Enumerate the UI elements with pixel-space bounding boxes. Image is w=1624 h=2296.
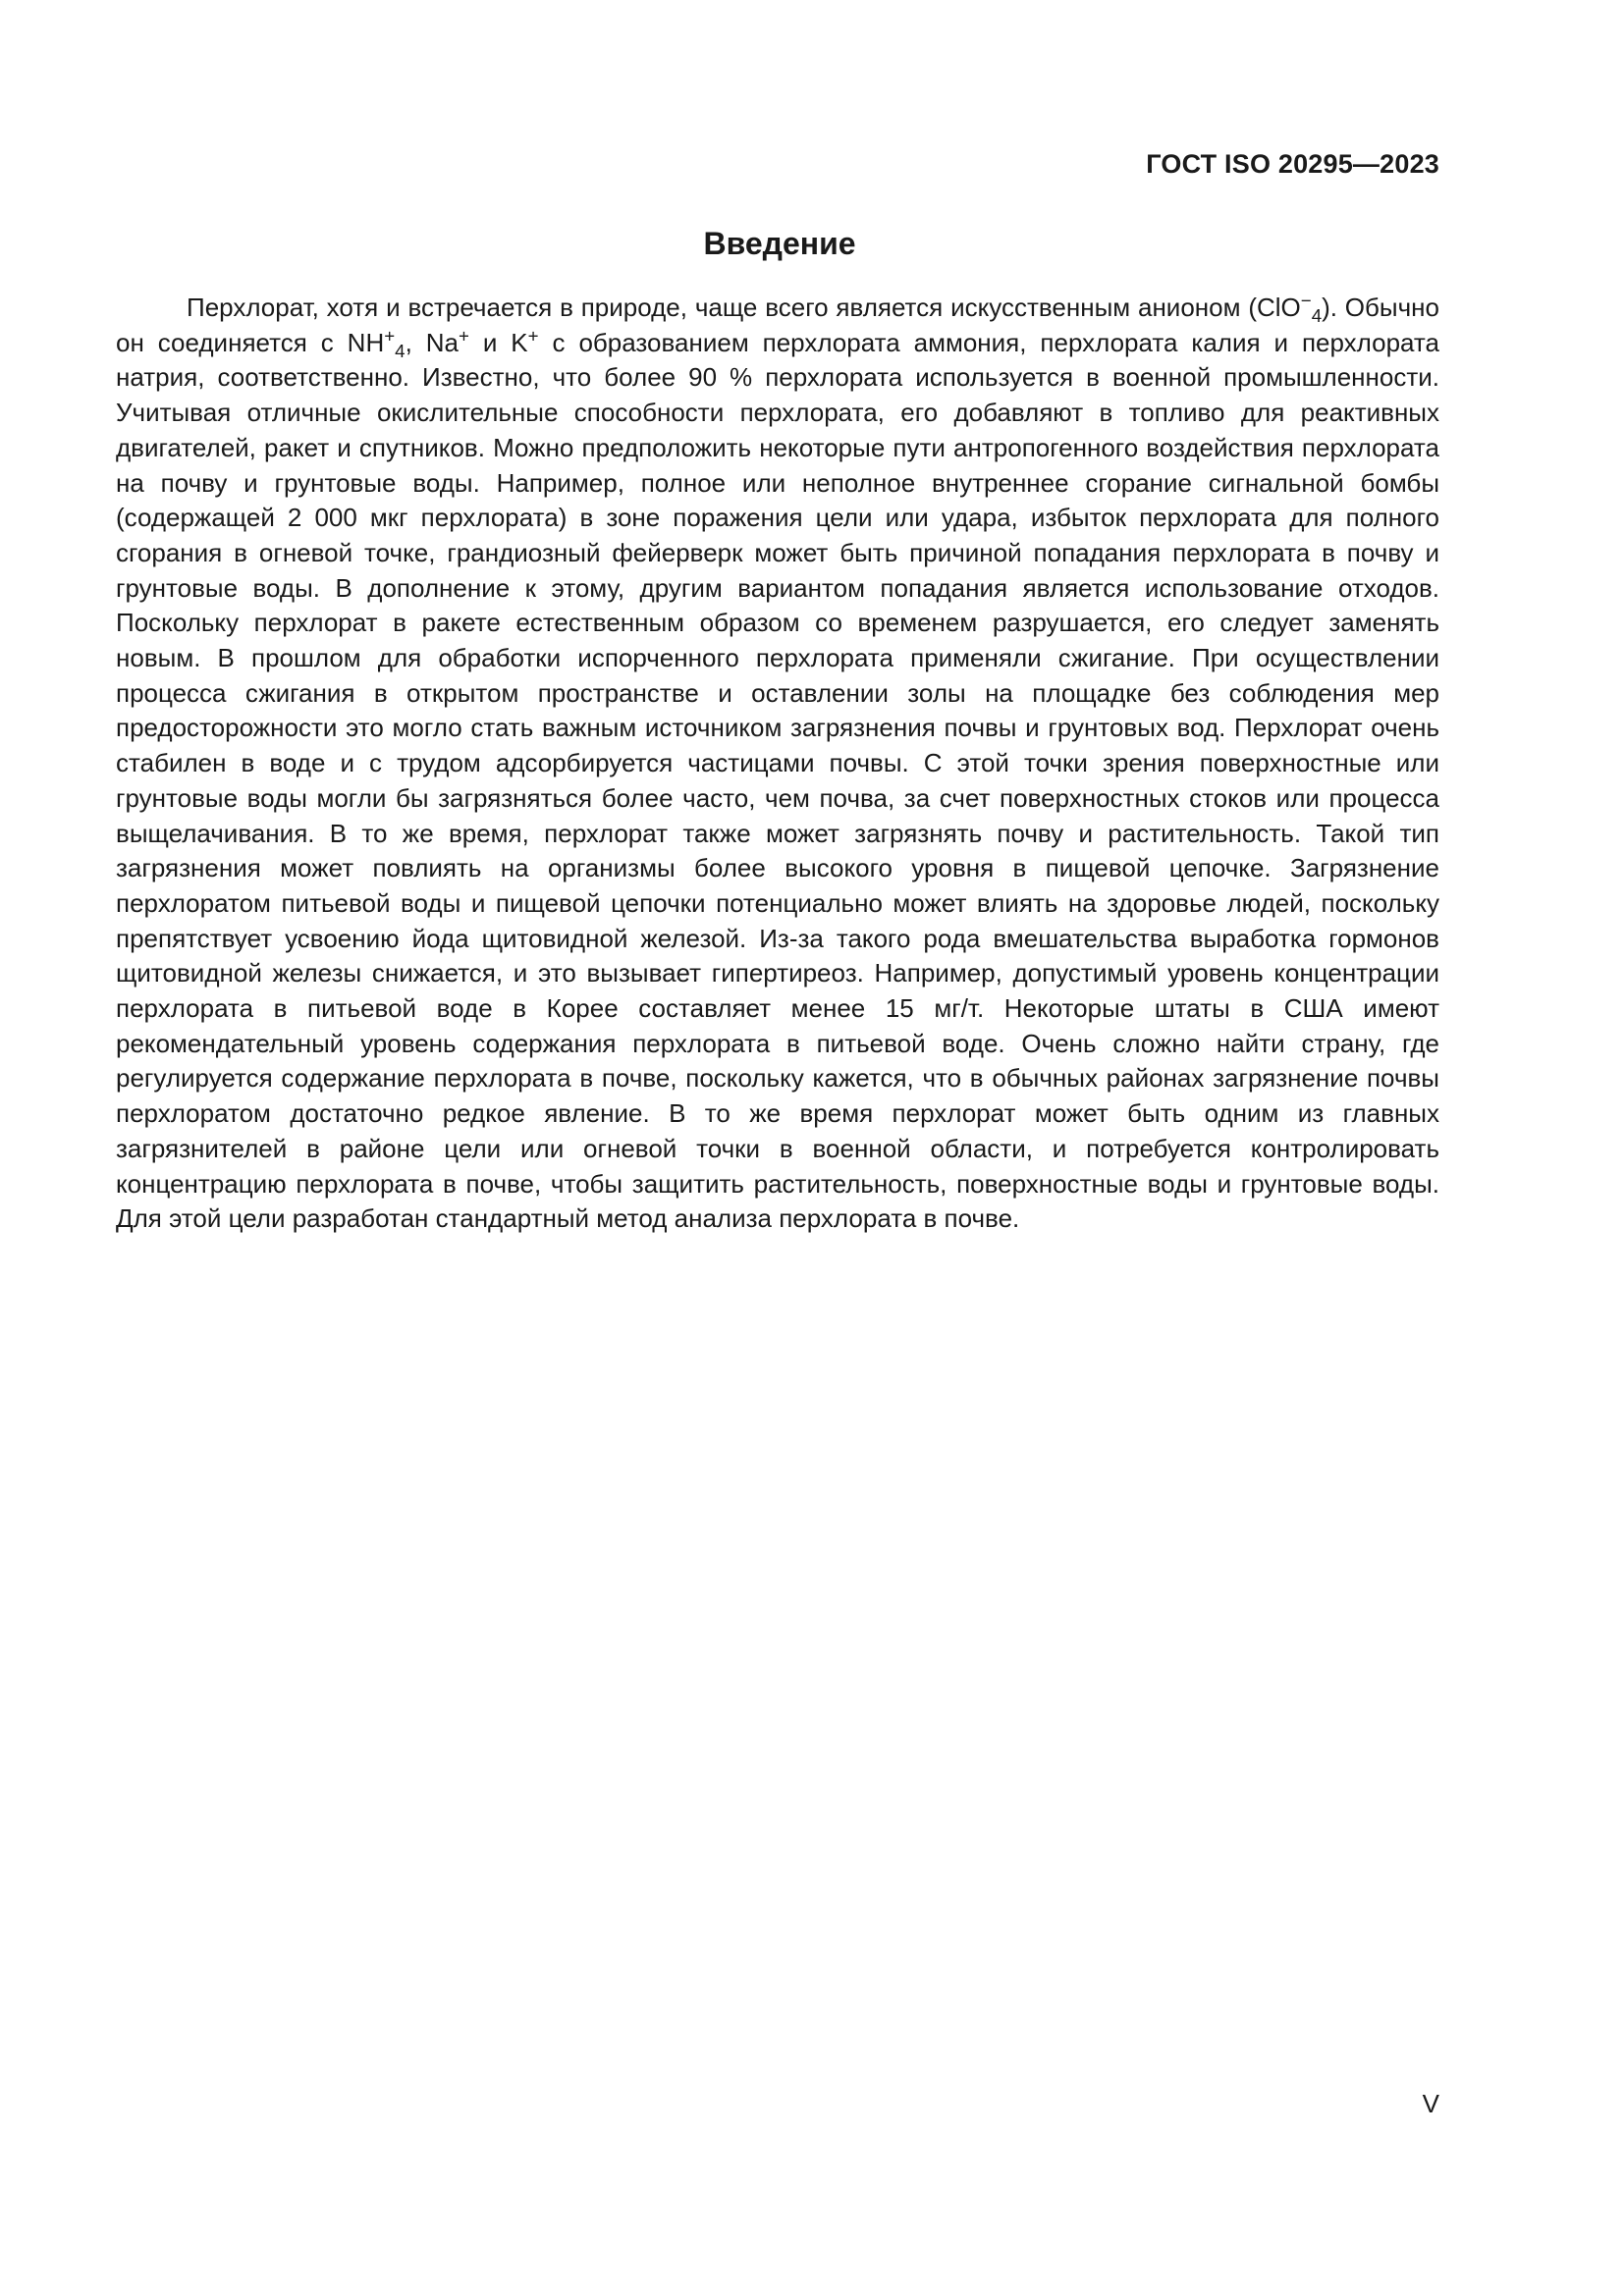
page-number: V xyxy=(1422,2089,1439,2118)
perchlorate-ion-subscript: 4 xyxy=(1311,305,1323,327)
document-standard-id: ГОСТ ISO 20295—2023 xyxy=(1146,149,1439,179)
section-title: Введение xyxy=(703,226,856,261)
introduction-paragraph xyxy=(116,291,1439,1237)
text-run-1: Перхлорат, хотя и встречается в природе, чаще всего является искусственным анионом (ClO xyxy=(187,293,1301,322)
introduction-body xyxy=(116,291,1439,1237)
text-run-5: с образованием перхлората аммония, перхлората калия и перхлората натрия, соответственно. Известно, что более 90 % перхлората используется в военной промышленности. Учитывая отличные окислительные способности перхлората, его добавляют в топливо для реактивных двигателей, ракет и спутников. Можно предположить некоторые пути антропогенного воздействия перхлората на почву и грунтовые воды. Например, полное или неполное внутреннее сгорание сигнальной бомбы (содержащей 2 000 мкг перхлората) в зоне поражения цели или удара, избыток перхлората для полного сгорания в огневой точке, грандиозный фейерверк может быть причиной попадания перхлората в почву и грунтовые воды. В дополнение к этому, другим вариантом попадания является использование отходов. Поскольку перхлорат в ракете естественным образом со временем разрушается, его следует заменять новым. В прошлом для обработки испорченного перхлората применяли сжигание. При осуществлении процесса сжигания в открытом пространстве и оставлении золы на площадке без соблюдения мер предосторожности это могло стать важным источником загрязнения почвы и грунтовых вод. Перхлорат очень стабилен в воде и с трудом адсорбируется частицами почвы. С этой точки зрения поверхностные или грунтовые воды могли бы загрязняться более часто, чем почва, за счет поверхностных стоков или процесса выщелачивания. В то же время, перхлорат также может загрязнять почву и растительность. Такой тип загрязнения может повлиять на организмы более высокого уровня в пищевой цепочке. Загрязнение перхлоратом питьевой воды и пищевой цепочки потенциально может влиять на здоровье людей, поскольку препятствует усвоению йода щитовидной железой. Из-за такого рода вмешательства выработка гормонов щитовидной железы снижается, и это вызывает гипертиреоз. Например, допустимый уровень концентрации перхлората в питьевой воде в Корее составляет менее 15 мг/т. Некоторые штаты в США имеют рекомендательный уровень содержания перхлората в питьевой воде. Очень сложно найти страну, где регулируется содержание перхлората в почве, поскольку кажется, что в обычных районах загрязнение почвы перхлоратом достаточно редкое явление. В то же время перхлорат может быть одним из главных загрязнителей в районе цели или огневой точки в военной области, и потребуется контролировать концентрацию перхлората в почве, чтобы защитить растительность, поверхностные воды и грунтовые воды. Для этой цели разработан стандартный метод анализа перхлората в почве. xyxy=(116,327,1440,1234)
text-run-2: ). Обычно он соединяется с NH xyxy=(116,293,1439,357)
sodium-charge: + xyxy=(458,325,469,347)
ammonium-charge: + xyxy=(384,325,396,347)
text-run-4: и K xyxy=(468,327,528,357)
perchlorate-ion-charge: − xyxy=(1300,290,1312,311)
potassium-charge: + xyxy=(527,325,539,347)
ammonium-subscript: 4 xyxy=(395,340,406,361)
text-run-3: , Na xyxy=(405,327,459,357)
